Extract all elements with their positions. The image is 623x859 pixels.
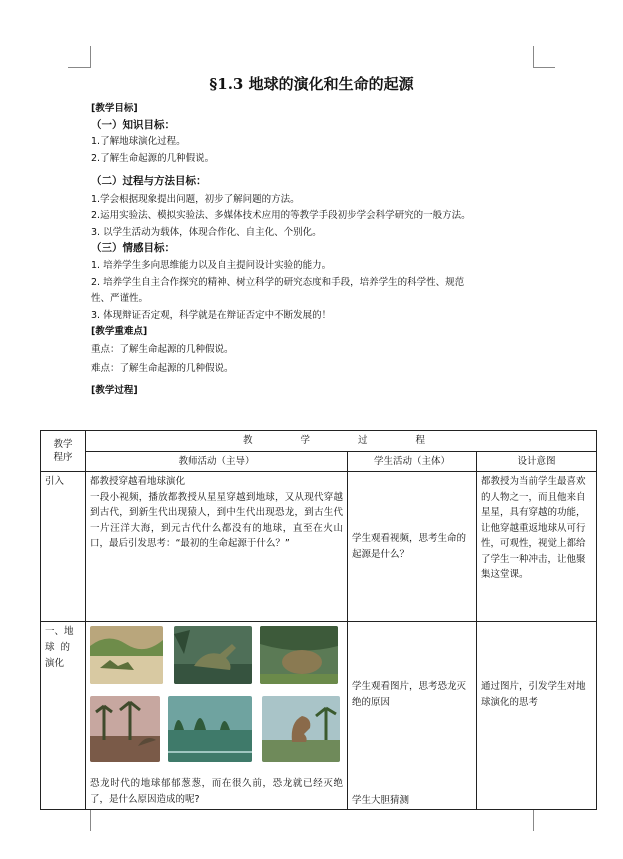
teacher-activity-title: 都教授穿越看地球演化 — [90, 476, 186, 487]
lesson-process-table — [40, 430, 597, 810]
dinosaur-scene-1-image — [90, 626, 163, 684]
process-item: 2.运用实验法、模拟实验法、多媒体技术应用的等教学手段初步学会科学研究的一般方法。 — [91, 210, 471, 221]
procedure-header — [41, 431, 86, 472]
design-intent-cell — [477, 622, 597, 810]
crop-mark-bottom-left-v — [90, 809, 91, 831]
dinosaur-scene-3-image — [260, 626, 338, 684]
process-header: 教 学 过 程 — [86, 431, 597, 452]
process-method-heading: （二）过程与方法目标： — [91, 175, 207, 187]
process-item: 1.学会根据现象提出问题，初步了解问题的方法。 — [91, 194, 300, 205]
knowledge-heading: （一）知识目标： — [91, 119, 175, 131]
knowledge-item: 1.了解地球演化过程。 — [91, 136, 186, 147]
student-activity-text: 学生大胆猜测 — [352, 794, 410, 806]
procedure-header-line: 教学 — [53, 439, 73, 450]
procedure-line: 演化 — [45, 658, 65, 669]
student-activity-cell — [348, 622, 477, 810]
student-activity-text: 学生观看视频，思考生命的起源是什么？ — [352, 533, 467, 560]
dinosaur-image-grid — [90, 626, 343, 776]
table-row — [41, 622, 597, 810]
student-activity-cell — [348, 472, 477, 622]
procedure-cell: 引入 — [41, 472, 86, 622]
teacher-activity-text: 一段小视频，播放都教授从星星穿越到地球，又从现代穿越到古代，到新生代出现猿人，到中生代出现恐龙，到古生代一片汪洋大海，到元古代什么都没有的地球，直至在火山口，最后引发思考：“最初的生命起源于什么？” — [90, 491, 343, 549]
student-activity-header: 学生活动（主体） — [348, 451, 477, 472]
knowledge-item: 2.了解生命起源的几种假说。 — [91, 153, 215, 164]
emotion-item: 3. 体现辩证否定观，科学就是在辩证否定中不断发展的！ — [91, 310, 332, 321]
crop-mark-top-right-v — [533, 46, 534, 68]
crop-mark-bottom-right-v — [533, 809, 534, 831]
procedure-cell — [41, 622, 86, 810]
emotion-item: 性、严谨性。 — [91, 293, 149, 304]
teacher-activity-cell — [86, 472, 348, 622]
teacher-activity-header: 教师活动（主导） — [86, 451, 348, 472]
procedure-line: 一、地 — [45, 626, 74, 637]
process-item: 3. 以学生活动为载体，体现合作化、自主化、个别化。 — [91, 227, 322, 238]
dinosaur-scene-4-image — [90, 696, 160, 762]
crop-mark-top-left-h — [68, 67, 90, 68]
emotion-heading: （三）情感目标： — [91, 242, 175, 254]
dinosaur-scene-2-image — [174, 626, 252, 684]
objectives-heading: [教学目标] — [91, 103, 138, 114]
dinosaur-scene-5-image — [168, 696, 252, 762]
design-intent-header: 设计意图 — [477, 451, 597, 472]
emotion-item: 2. 培养学生自主合作探究的精神、树立科学的研究态度和手段，培养学生的科学性、规范 — [91, 277, 465, 288]
key-point-difficult: 难点：了解生命起源的几种假说。 — [91, 363, 234, 374]
dinosaur-scene-6-image — [262, 696, 340, 762]
document-title: §1.3 地球的演化和生命的起源 — [209, 75, 414, 93]
design-intent-cell: 都教授为当前学生最喜欢的人物之一，而且他来自星星，具有穿越的功能，让他穿越重返地球从可行性，可观性，视觉上都给了学生一种冲击，让他聚集这堂课。 — [477, 472, 597, 622]
procedure-line: 球 的 — [45, 642, 71, 653]
student-activity-text: 学生观看图片，思考恐龙灭绝的原因 — [352, 681, 467, 708]
teacher-activity-text: 恐龙时代的地球郁郁葱葱，而在很久前，恐龙就已经灭绝了，是什么原因造成的呢? — [90, 778, 343, 805]
design-intent-text: 通过图片，引发学生对地球演化的思考 — [481, 681, 586, 708]
key-point-important: 重点：了解生命起源的几种假说。 — [91, 344, 234, 355]
emotion-item: 1. 培养学生多向思维能力以及自主提问设计实验的能力。 — [91, 260, 332, 271]
process-heading: [教学过程] — [91, 385, 138, 396]
crop-mark-top-left-v — [90, 46, 91, 68]
teacher-activity-cell — [86, 622, 348, 810]
procedure-header-line: 程序 — [53, 452, 73, 463]
table-row — [41, 472, 597, 622]
crop-mark-top-right-h — [533, 67, 555, 68]
key-points-heading: [教学重难点] — [91, 326, 148, 337]
